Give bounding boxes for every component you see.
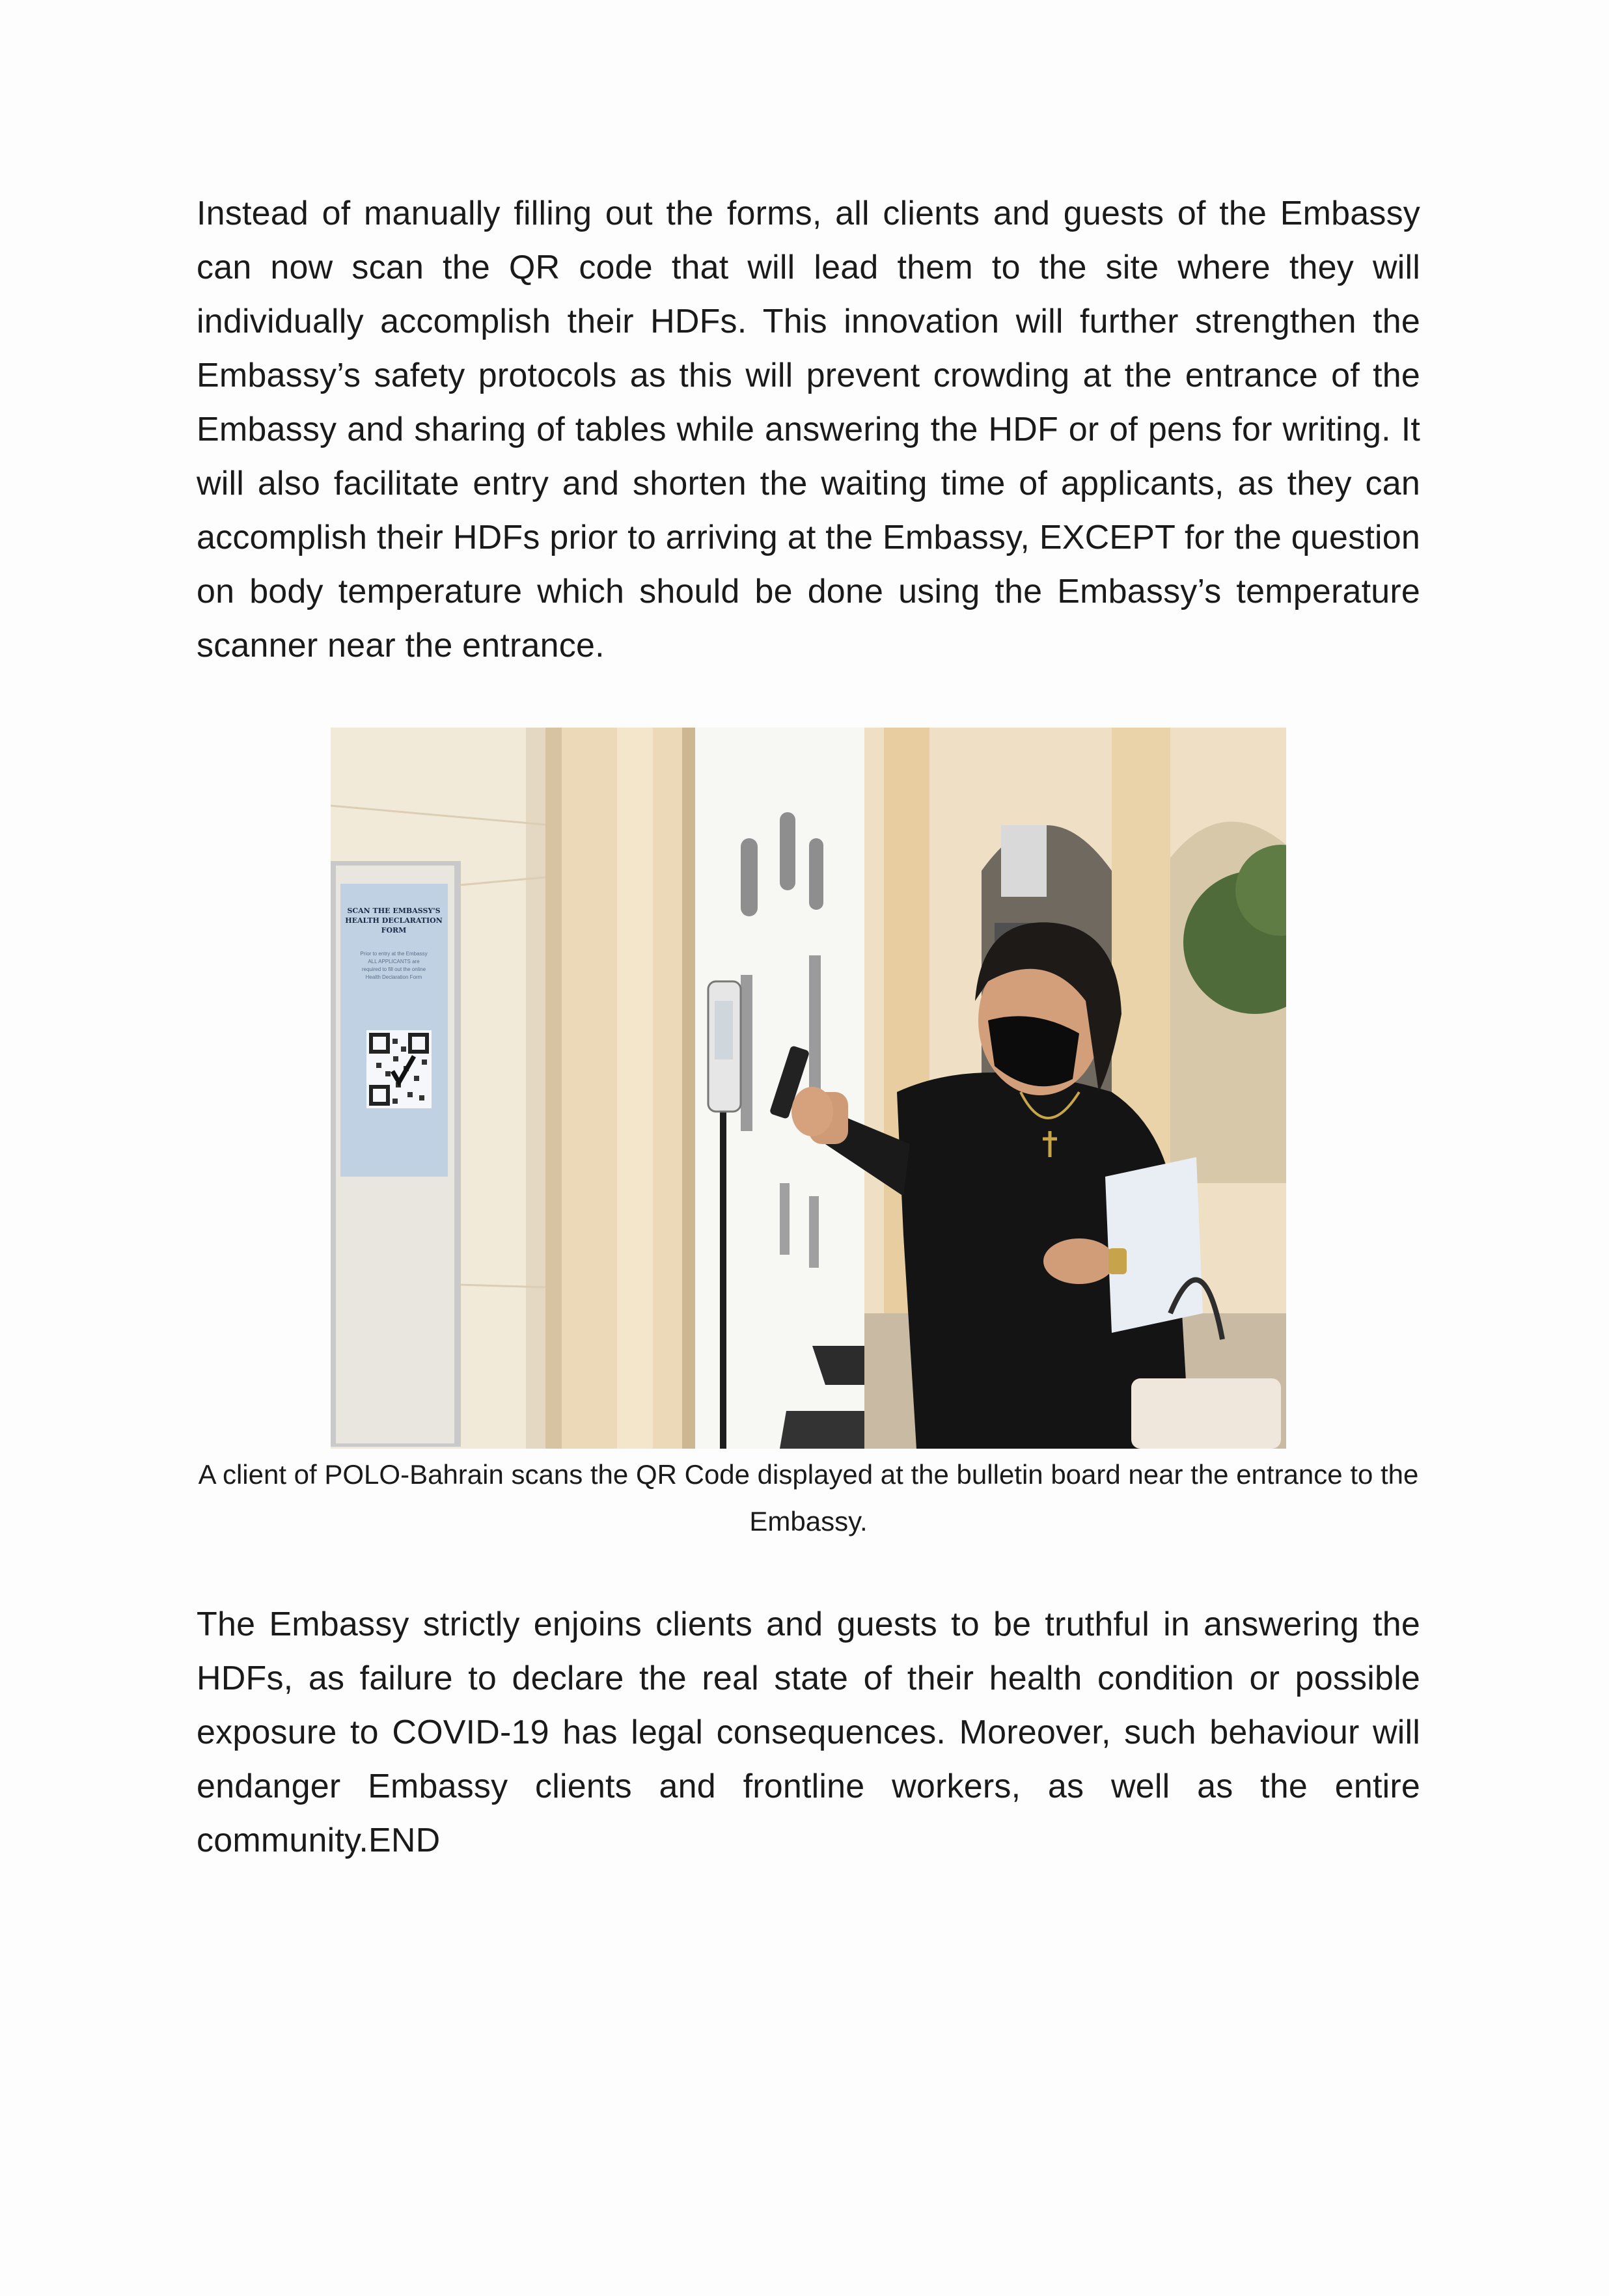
body-paragraph-truthful-declaration: The Embassy strictly enjoins clients and guests to be truthful in answering the HDFs, as failure to declare the real state of their health condition or possible exposure to COVID-19 has legal consequences. Moreover, such behaviour will endanger Embassy clients and frontline workers, as well as the entire community.END (197, 1606, 1420, 1859)
photo-caption: A client of POLO-Bahrain scans the QR Code displayed at the bulletin board near the entrance to the Embassy. (198, 1459, 1419, 1537)
ac-unit (1001, 825, 1047, 897)
poster-note-2: ALL APPLICANTS are (368, 959, 420, 964)
column-edge (682, 728, 695, 1449)
door-window-1 (741, 838, 758, 916)
poster-heading-1: SCAN THE EMBASSY'S (347, 907, 441, 915)
photo-scene (331, 728, 1286, 1449)
door-panel-1 (741, 975, 752, 1131)
hand-phone (791, 1087, 833, 1136)
column-highlight (617, 728, 653, 1449)
poster-note-3: required to fill out the online (361, 966, 426, 972)
door-window-3 (809, 838, 823, 910)
folder (1105, 1157, 1203, 1333)
embassy-photo (331, 728, 1286, 1449)
hand-folder (1043, 1238, 1115, 1284)
qr-code-icon (366, 1030, 432, 1108)
poster-note-1: Prior to entry at the Embassy (360, 951, 428, 957)
poster-heading-2: HEALTH DECLARATION (345, 916, 443, 925)
doormat-2 (780, 1411, 871, 1449)
scanner-stand (720, 1112, 726, 1449)
door-panel-4 (809, 1196, 819, 1268)
poster-note-4: Health Declaration Form (365, 974, 422, 980)
door-panel-3 (780, 1183, 790, 1255)
body-paragraph-hdf-qr: Instead of manually filling out the forms, all clients and guests of the Embassy can now scan the QR code that will lead them to the site where they will individually accomplish their HDFs. This innovation will further strengthen the Embassy’s safety protocols as this will prevent crowding at the entrance of the Embassy and sharing of tables while answering the HDF or of pens for writing. It will also facilitate entry and shorten the waiting time of applicants, as they can accomplish their HDFs prior to arriving at the Embassy, EXCEPT for the question on body temperature which should be done using the Embassy’s temperature scanner near the entrance. (197, 195, 1420, 664)
scanner-screen (715, 1001, 733, 1059)
door-window-2 (780, 812, 795, 890)
watch (1108, 1248, 1127, 1274)
poster-heading-3: FORM (381, 926, 407, 935)
handbag (1131, 1378, 1281, 1449)
